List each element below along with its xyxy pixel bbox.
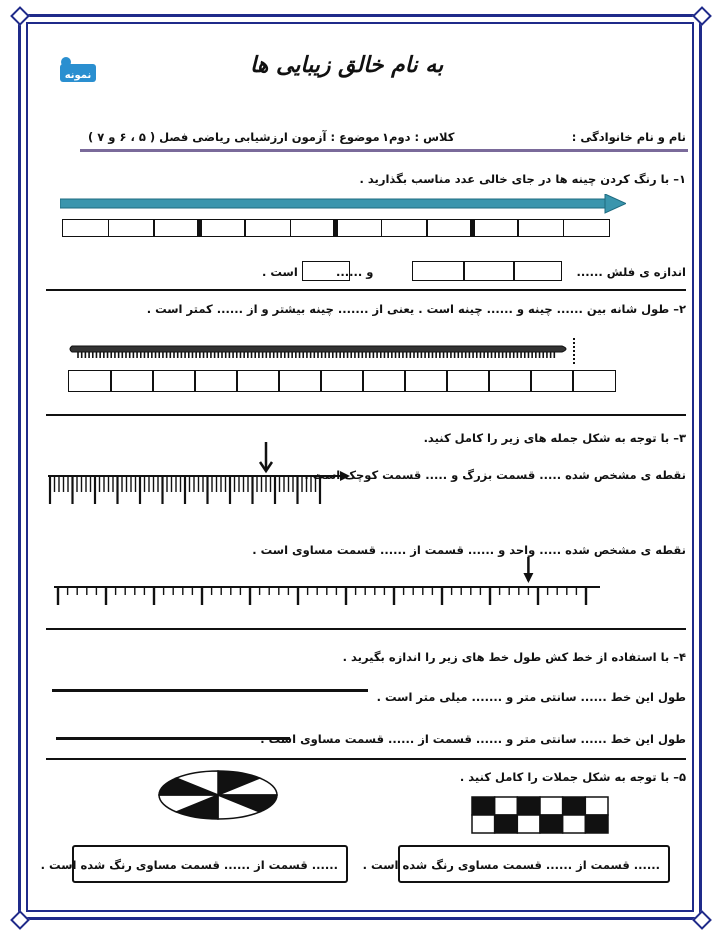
grid-cell [585,815,608,833]
q2-cell[interactable] [68,370,112,392]
q1-mark [470,220,475,236]
q5-title: ۵– با توجه به شکل جملات را کامل کنید . [459,770,686,784]
grid-cell [517,815,540,833]
q1-cell[interactable] [108,219,155,237]
q3-line2-text: نقطه ی مشخص شده ..... واحد و ...... قسمت از ...... قسمت مساوی است . [252,543,686,557]
q1-answer-box-small[interactable] [302,261,350,281]
q1-end-word: است . [262,265,298,279]
q5-box-right-text: ...... قسمت از ...... قسمت مساوی رنگ شده است . [362,858,660,872]
q5-answer-box-right [362,845,670,883]
q1-answer-box-large[interactable] [412,261,562,281]
q1-cell[interactable] [381,219,428,237]
q1-cell[interactable] [563,219,610,237]
q1-cell[interactable] [335,219,382,237]
section-divider [46,628,686,630]
q1-answer-prefix: اندازه ی فلش ...... [576,265,686,279]
q1-strip [62,219,610,237]
q2-strip [68,370,616,392]
q1-cell[interactable] [472,219,519,237]
q1-and-word: و ...... [336,265,374,279]
q1-mark [333,220,338,236]
q2-cell[interactable] [110,370,154,392]
q2-title: ۲– طول شانه بین ...... چینه و ...... چینه است . یعنی از ....... چینه بیشتر و از ...... کمتر است . [146,302,686,316]
q3-line1-text: نقطه ی مشخص شده ..... قسمت بزرگ و ..... قسمت کوچک است . [304,468,686,482]
q5-answer-box-left [40,845,348,883]
comb-figure [66,336,580,366]
q1-cell[interactable] [153,219,200,237]
ruler2-marker-head [523,573,533,583]
section-divider [46,758,686,760]
class-label: کلاس : دوم۱ [382,130,455,144]
logo [58,54,100,88]
logo-text: نمونه [64,70,92,81]
q4-line2-text: طول این خط ...... سانتی متر و ...... قسمت از ...... قسمت مساوی است . [260,732,686,746]
grid-cell [495,815,518,833]
q4-line1-text: طول این خط ...... سانتی متر و ....... میلی متر است . [376,690,686,704]
section-divider [46,289,686,291]
q1-cell[interactable] [290,219,337,237]
name-label: نام و نام خانوادگی : [571,130,686,144]
q2-cell[interactable] [278,370,322,392]
q1-title: ۱– با رنگ کردن چینه ها در جای خالی عدد مناسب بگذارید . [359,172,686,186]
page-title: به نام خالق زیبایی ها [250,52,444,78]
q2-cell[interactable] [236,370,280,392]
grid-cell [540,815,563,833]
q1-cell[interactable] [426,219,473,237]
q2-cell[interactable] [530,370,574,392]
q5-box-left-text: ...... قسمت از ...... قسمت مساوی رنگ شده است . [40,858,338,872]
grid-cell [540,797,563,815]
q4-line-2 [56,737,290,740]
q2-cell[interactable] [488,370,532,392]
q2-cell[interactable] [320,370,364,392]
q2-cell[interactable] [362,370,406,392]
subject-label: موضوع : آزمون ارزشیابی ریاضی فصل ( ۵ ، ۶ و ۷ ) [88,130,380,144]
grid-cell [563,797,586,815]
grid-cell [472,815,495,833]
checker-grid [470,795,610,835]
q1-cell[interactable] [199,219,246,237]
grid-cell [563,815,586,833]
q3-title: ۳– با توجه به شکل جمله های زیر را کامل کنید. [423,431,686,445]
grid-cell [517,797,540,815]
grid-cell [585,797,608,815]
q2-cell[interactable] [152,370,196,392]
q1-cell[interactable] [517,219,564,237]
q4-line-1 [52,689,368,692]
shaded-circle [156,768,280,822]
q1-cell[interactable] [62,219,109,237]
header-divider [80,149,688,152]
q4-title: ۴– با استفاده از خط کش طول خط های زیر را اندازه بگیرید . [342,650,686,664]
q1-mark [197,220,202,236]
q2-cell[interactable] [446,370,490,392]
q2-cell[interactable] [194,370,238,392]
grid-cell [495,797,518,815]
q2-cell[interactable] [404,370,448,392]
q1-cell[interactable] [244,219,291,237]
comb-spine [70,346,566,352]
q2-cell[interactable] [572,370,616,392]
q1-arrow [60,194,626,214]
ruler-2 [50,553,610,609]
section-divider [46,414,686,416]
grid-cell [472,797,495,815]
